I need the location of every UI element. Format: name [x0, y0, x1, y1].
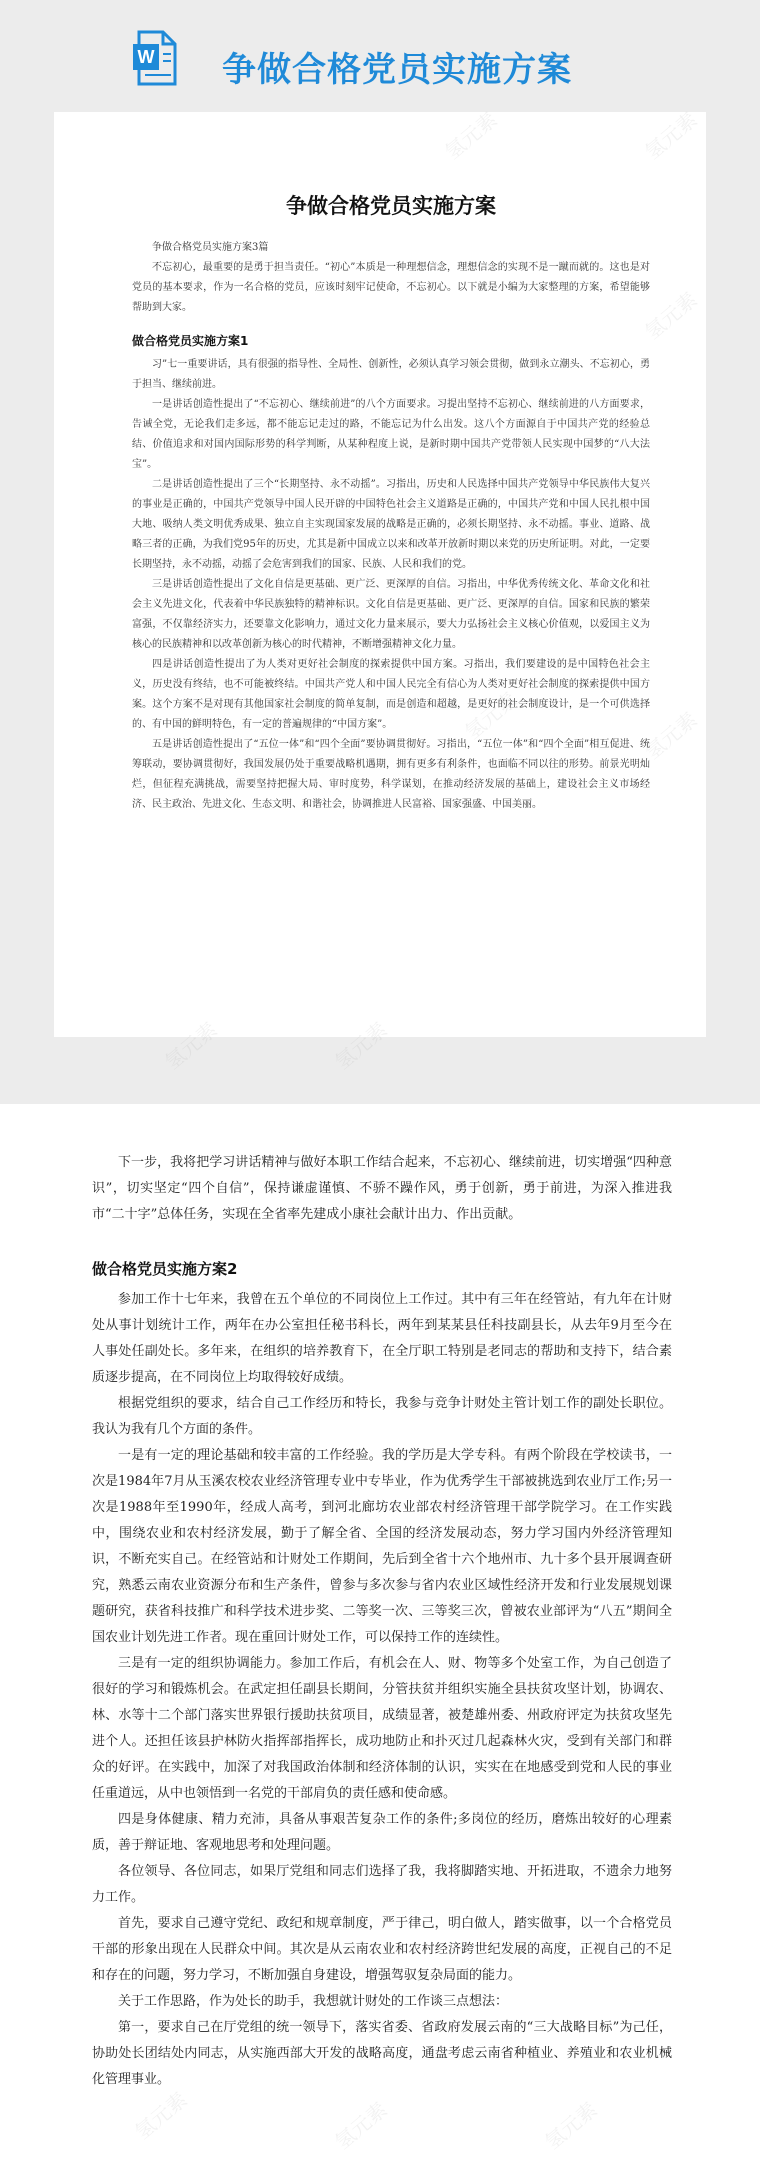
- svg-text:W: W: [137, 47, 155, 67]
- document-page-1: [54, 112, 706, 1037]
- paragraph: 二是讲话创造性提出了三个“长期坚持、永不动摇”。习指出，历史和人民选择中国共产党领导中华民族伟大复兴的事业是正确的，中国共产党领导中国人民开辟的中国特色社会主义道路是正确的，中国共产党和中国人民扎根中国大地、吸纳人类文明优秀成果、独立自主实现国家发展的战略是正确的，必须长期坚持、永不动摇。事业、道路、战略三者的正确，为我们党95年的历史，尤其是新中国成立以来和改革开放新时期以来党的历史所证明。对此，一定要长期坚持，永不动摇，动摇了会危害到我们的国家、民族、人民和我们的党。: [132, 479, 650, 570]
- document-page-2: [92, 1150, 672, 2093]
- lead-paragraph: 下一步，我将把学习讲话精神与做好本职工作结合起来，不忘初心、继续前进，切实增强“四种意识”，切实坚定“四个自信”，保持谦虚谨慎、不骄不躁作风，勇于创新，勇于前进，为深入推进我市“二十字”总体任务，实现在全省率先建成小康社会献计出力、作出贡献。: [92, 1155, 672, 1222]
- paragraph: 一是讲话创造性提出了“不忘初心、继续前进”的八个方面要求。习提出坚持不忘初心、继续前进的八方面要求，告诫全党，无论我们走多远，都不能忘记走过的路，不能忘记为什么出发。这八个方面源自于中国共产党的经验总结、价值追求和对国内国际形势的科学判断，从某种程度上说，是新时期中国共产党带领人民实现中国梦的“八大法宝”。: [132, 399, 650, 470]
- watermark: 氢元素: [160, 1017, 222, 1075]
- paragraph: 第一，要求自己在厅党组的统一领导下，落实省委、省政府发展云南的“三大战略目标”为己任，协助处长团结处内同志，从实施西部大开发的战略高度，通盘考虑云南省种植业、养殖业和农业机械化管理事业。: [92, 2020, 672, 2087]
- document-title: 争做合格党员实施方案: [286, 193, 496, 218]
- paragraph: 四是讲话创造性提出了为人类对更好社会制度的探索提供中国方案。习指出，我们要建设的是中国特色社会主义，历史没有终结，也不可能被终结。中国共产党人和中国人民完全有信心为人类对更好社会制度的探索提供中国方案。这个方案不是对现有其他国家社会制度的简单复制，而是创造和超越，是更好的社会制度设计，是一个可供选择的、有中国的鲜明特色，有一定的普遍规律的“中国方案”。: [132, 659, 650, 730]
- banner-title: 争做合格党员实施方案: [222, 50, 572, 90]
- paragraph: 三是讲话创造性提出了文化自信是更基础、更广泛、更深厚的自信。习指出，中华优秀传统文化、革命文化和社会主义先进文化，代表着中华民族独特的精神标识。文化自信是更基础、更广泛、更深厚的自信。国家和民族的繁荣富强，不仅靠经济实力，还要靠文化影响力，通过文化力量来展示，要大力弘扬社会主义核心价值观，以爱国主义为核心的民族精神和以改革创新为核心的时代精神，不断增强精神文化力量。: [132, 579, 650, 650]
- word-document-icon: [133, 30, 177, 86]
- paragraph: 五是讲话创造性提出了“五位一体”和“四个全面”要协调贯彻好。习指出，“五位一体”和“四个全面”相互促进、统筹联动，要协调贯彻好，我国发展仍处于重要战略机遇期，拥有更多有利条件，也面临不同以往的形势。前景光明灿烂，但征程充满挑战，需要坚持把握大局、审时度势，科学谋划，在推动经济发展的基础上，建设社会主义市场经济、民主政治、先进文化、生态文明、和谐社会，协调推进人民富裕、国家强盛、中国美丽。: [132, 739, 650, 810]
- paragraph: 关于工作思路，作为处长的助手，我想就计财处的工作谈三点想法：: [118, 1994, 509, 2009]
- section-heading-1: 做合格党员实施方案1: [132, 334, 249, 348]
- section-heading-2: 做合格党员实施方案2: [92, 1260, 238, 1278]
- paragraph: 四是身体健康、精力充沛，具备从事艰苦复杂工作的条件;多岗位的经历，磨炼出较好的心理素质，善于辩证地、客观地思考和处理问题。: [92, 1812, 672, 1853]
- paragraph: 参加工作十七年来，我曾在五个单位的不同岗位上工作过。其中有三年在经管站，有九年在计财处从事计划统计工作，两年在办公室担任秘书科长，两年到某某县任科技副县长，从去年9月至今在人事处任副处长。多年来，在组织的培养教育下，在全厅职工特别是老同志的帮助和支持下，结合素质逐步提高，在不同岗位上均取得较好成绩。: [92, 1292, 672, 1385]
- paragraph: 习”七一重要讲话，具有很强的指导性、全局性、创新性，必须认真学习领会贯彻，做到永立潮头、不忘初心，勇于担当、继续前进。: [132, 359, 650, 390]
- paragraph: 根据党组织的要求，结合自己工作经历和特长，我参与竞争计财处主管计划工作的副处长职位。我认为我有几个方面的条件。: [92, 1396, 672, 1437]
- paragraph: 首先，要求自己遵守党纪、政纪和规章制度，严于律己，明白做人，踏实做事，以一个合格党员干部的形象出现在人民群众中间。其次是从云南农业和农村经济跨世纪发展的高度，正视自己的不足和存在的问题，努力学习，不断加强自身建设，增强驾驭复杂局面的能力。: [92, 1916, 672, 1983]
- header-banner: [0, 0, 760, 112]
- paragraph: 各位领导、各位同志，如果厅党组和同志们选择了我，我将脚踏实地、开拓进取，不遗余力地努力工作。: [92, 1864, 672, 1905]
- intro-paragraph: 不忘初心，最重要的是勇于担当责任。“初心”本质是一种理想信念，理想信念的实现不是一蹴而就的。这也是对党员的基本要求，作为一名合格的党员，应该时刻牢记使命，不忘初心。以下就是小编为大家整理的方案，希望能够帮助到大家。: [132, 262, 650, 313]
- paragraph: 一是有一定的理论基础和较丰富的工作经验。我的学历是大学专科。有两个阶段在学校读书，一次是1984年7月从玉溪农校农业经济管理专业中专毕业，作为优秀学生干部被挑选到农业厅工作;另一次是1988年至1990年，经成人高考，到河北廊坊农业部农村经济管理干部学院学习。在工作实践中，围绕农业和农村经济发展，勤于了解全省、全国的经济发展动态，努力学习国内外经济管理知识，不断充实自己。在经管站和计财处工作期间，先后到全省十六个地州市、九十多个县开展调查研究，熟悉云南农业资源分布和生产条件，曾参与多次参与省内农业区域性经济开发和行业发展规划课题研究，获省科技推广和科学技术进步奖、二等奖一次、三等奖三次，曾被农业部评为“八五”期间全国农业计划先进工作者。现在重回计财处工作，可以保持工作的连续性。: [92, 1448, 672, 1645]
- intro-subtitle: 争做合格党员实施方案3篇: [152, 242, 269, 253]
- paragraph: 三是有一定的组织协调能力。参加工作后，有机会在人、财、物等多个处室工作，为自己创造了很好的学习和锻炼机会。在武定担任副县长期间，分管扶贫并组织实施全县扶贫攻坚计划，协调农、林、水等十二个部门落实世界银行援助扶贫项目，成绩显著，被楚雄州委、州政府评定为扶贫攻坚先进个人。还担任该县护林防火指挥部指挥长，成功地防止和扑灭过几起森林火灾，受到有关部门和群众的好评。在实践中，加深了对我国政治体制和经济体制的认识，实实在在地感受到党和人民的事业任重道远，从中也领悟到一名党的干部肩负的责任感和使命感。: [92, 1656, 672, 1801]
- watermark: 氢元素: [330, 1017, 392, 1075]
